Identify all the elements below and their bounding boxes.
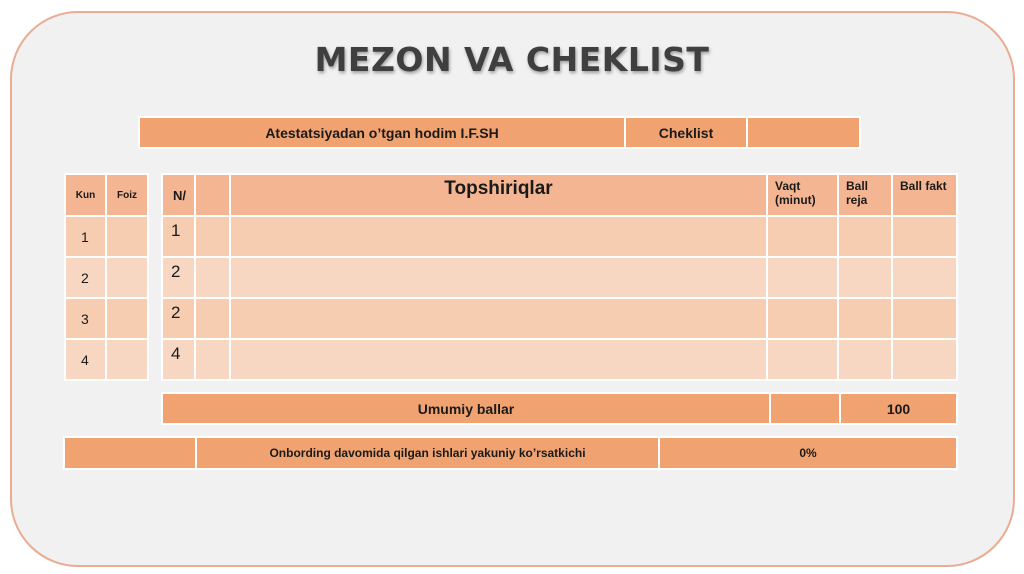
task-time-cell[interactable] [767,339,838,380]
day-percent-cell[interactable] [106,339,148,380]
task-time-cell[interactable] [767,216,838,257]
task-description-cell[interactable] [230,298,767,339]
task-number: 2 [162,298,195,339]
onboarding-result-label: Onbording davomida qilgan ishlari yakuniy ko’rsatkichi [196,437,659,469]
task-cell[interactable] [195,339,230,380]
total-score-label: Umumiy ballar [162,393,770,424]
task-description-cell[interactable] [230,257,767,298]
task-description-cell[interactable] [230,339,767,380]
task-actual-score-cell[interactable] [892,257,957,298]
task-cell[interactable] [195,216,230,257]
checklist-label: Cheklist [625,117,747,148]
task-time-cell[interactable] [767,257,838,298]
task-planned-score-cell[interactable] [838,257,892,298]
day-percent-cell[interactable] [106,216,148,257]
onboarding-result-value: 0% [659,437,957,469]
task-actual-score-cell[interactable] [892,339,957,380]
day-number: 1 [65,216,106,257]
col-header-tasks: Topshiriqlar [230,174,767,216]
employee-header-table [138,116,861,149]
task-number: 2 [162,257,195,298]
col-header-blank [195,174,230,216]
task-actual-score-cell[interactable] [892,216,957,257]
onboarding-blank-cell[interactable] [64,437,196,469]
task-actual-score-cell[interactable] [892,298,957,339]
tasks-table [161,173,958,381]
day-number: 3 [65,298,106,339]
col-header-planned-score: Ball reja [838,174,892,216]
task-planned-score-cell[interactable] [838,298,892,339]
day-percent-cell[interactable] [106,298,148,339]
total-score-value: 100 [840,393,957,424]
checklist-value-cell[interactable] [747,117,860,148]
days-table [64,173,149,381]
day-number: 2 [65,257,106,298]
task-cell[interactable] [195,298,230,339]
col-header-number: N/ [162,174,195,216]
task-cell[interactable] [195,257,230,298]
page-title: MEZON VA CHEKLIST [314,40,710,79]
task-description-cell[interactable] [230,216,767,257]
task-number: 4 [162,339,195,380]
task-planned-score-cell[interactable] [838,339,892,380]
employee-name-label: Atestatsiyadan o’tgan hodim I.F.SH [139,117,625,148]
col-header-foiz: Foiz [106,174,148,216]
col-header-actual-score: Ball fakt [892,174,957,216]
day-number: 4 [65,339,106,380]
day-percent-cell[interactable] [106,257,148,298]
onboarding-result-table [63,436,958,470]
total-score-table [161,392,958,425]
total-score-blank[interactable] [770,393,840,424]
task-time-cell[interactable] [767,298,838,339]
col-header-time: Vaqt (minut) [767,174,838,216]
task-number: 1 [162,216,195,257]
task-planned-score-cell[interactable] [838,216,892,257]
col-header-kun: Kun [65,174,106,216]
